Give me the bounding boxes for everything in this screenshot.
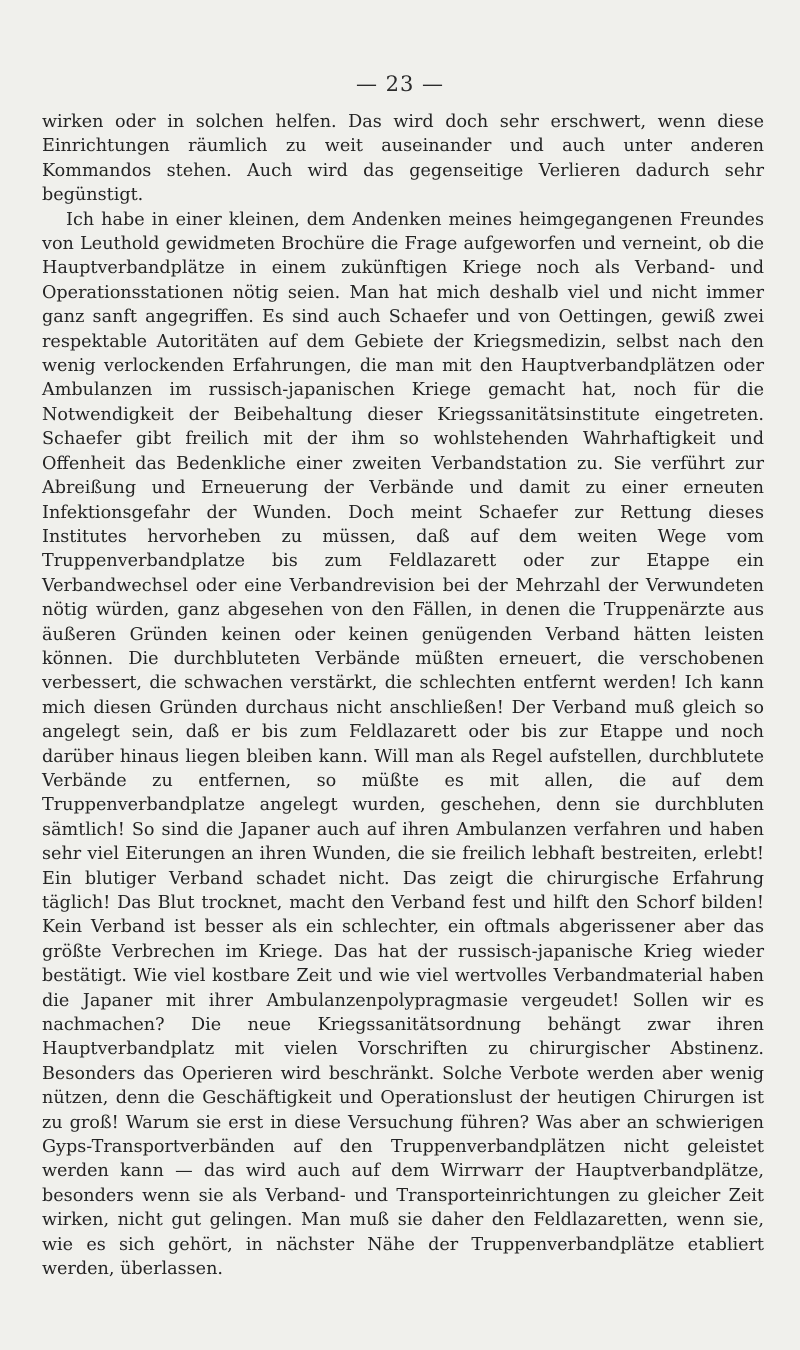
body-text	[42, 110, 764, 1282]
paragraph: wirken oder in solchen helfen. Das wird doch sehr erschwert, wenn diese Einrichtungen räumlich zu weit auseinander und auch unter anderen Kommandos stehen. Auch wird das gegenseitige Verlieren dadurch sehr begünstigt.	[42, 112, 764, 206]
paragraph: Ich habe in einer kleinen, dem Andenken meines heimgegangenen Freundes von Leuthold gewidmeten Brochüre die Frage aufgeworfen und verneint, ob die Hauptverbandplätze in einem zukünftigen Kriege noch als Verband- und Operationsstationen nötig seien. Man hat mich deshalb viel und nicht immer ganz sanft angegriffen. Es sind auch Schaefer und von Oettingen, gewiß zwei respektable Autoritäten auf dem Gebiete der Kriegsmedizin, selbst nach den wenig verlockenden Erfahrungen, die man mit den Hauptverbandplätzen oder Ambulanzen im russisch-japanischen Kriege gemacht hat, noch für die Notwendigkeit der Beibehaltung dieser Kriegssanitätsinstitute eingetreten. Schaefer gibt freilich mit der ihm so wohlstehenden Wahrhaftigkeit und Offenheit das Bedenkliche einer zweiten Verbandstation zu. Sie verführt zur Abreißung und Erneuerung der Verbände und damit zu einer erneuten Infektionsgefahr der Wunden. Doch meint Schaefer zur Rettung dieses Institutes hervorheben zu müssen, daß auf dem weiten Wege vom Truppenverbandplatze bis zum Feldlazarett oder zur Etappe ein Verbandwechsel oder eine Verbandrevision bei der Mehrzahl der Verwundeten nötig würden, ganz abgesehen von den Fällen, in denen die Truppenärzte aus äußeren Gründen keinen oder keinen genügenden Verband hätten leisten können. Die durchbluteten Verbände müßten erneuert, die verschobenen verbessert, die schwachen verstärkt, die schlechten entfernt werden! Ich kann mich diesen Gründen durchaus nicht anschließen! Der Verband muß gleich so angelegt sein, daß er bis zum Feldlazarett oder bis zur Etappe und noch darüber hinaus liegen bleiben kann. Will man als Regel aufstellen, durchblutete Verbände zu entfernen, so müßte es mit allen, die auf dem Truppenverbandplatze angelegt wurden, geschehen, denn sie durchbluten sämtlich! So sind die Japaner auch auf ihren Ambulanzen verfahren und haben sehr viel Eiterungen an ihren Wunden, die sie freilich lebhaft bestreiten, erlebt! Ein blutiger Verband schadet nicht. Das zeigt die chirurgische Erfahrung täglich! Das Blut trocknet, macht den Verband fest und hilft den Schorf bilden! Kein Verband ist besser als ein schlechter, ein oftmals abgerissener aber das größte Verbrechen im Kriege. Das hat der russisch-japanische Krieg wieder bestätigt. Wie viel kostbare Zeit und wie viel wertvolles Verbandmaterial haben die Japaner mit ihrer Ambulanzenpolypragmasie vergeudet! Sollen wir es nachmachen? Die neue Kriegssanitätsordnung behängt zwar ihren Hauptverbandplatz mit vielen Vorschriften zu chirurgischer Abstinenz. Besonders das Operieren wird beschränkt. Solche Verbote werden aber wenig nützen, denn die Geschäftigkeit und Operationslust der heutigen Chirurgen ist zu groß! Warum sie erst in diese Versuchung führen? Was aber an schwierigen Gyps-Transportverbänden auf den Truppenverbandplätzen nicht geleistet werden kann — das wird auch auf dem Wirrwarr der Hauptverbandplätze, besonders wenn sie als Verband- und Transporteinrichtungen zu gleicher Zeit wirken, nicht gut gelingen. Man muß sie daher den Feldlazaretten, wenn sie, wie es sich gehört, in nächster Nähe der Truppenverbandplätze etabliert werden, überlassen.	[42, 209, 764, 1280]
page-number: — 23 —	[355, 72, 445, 96]
